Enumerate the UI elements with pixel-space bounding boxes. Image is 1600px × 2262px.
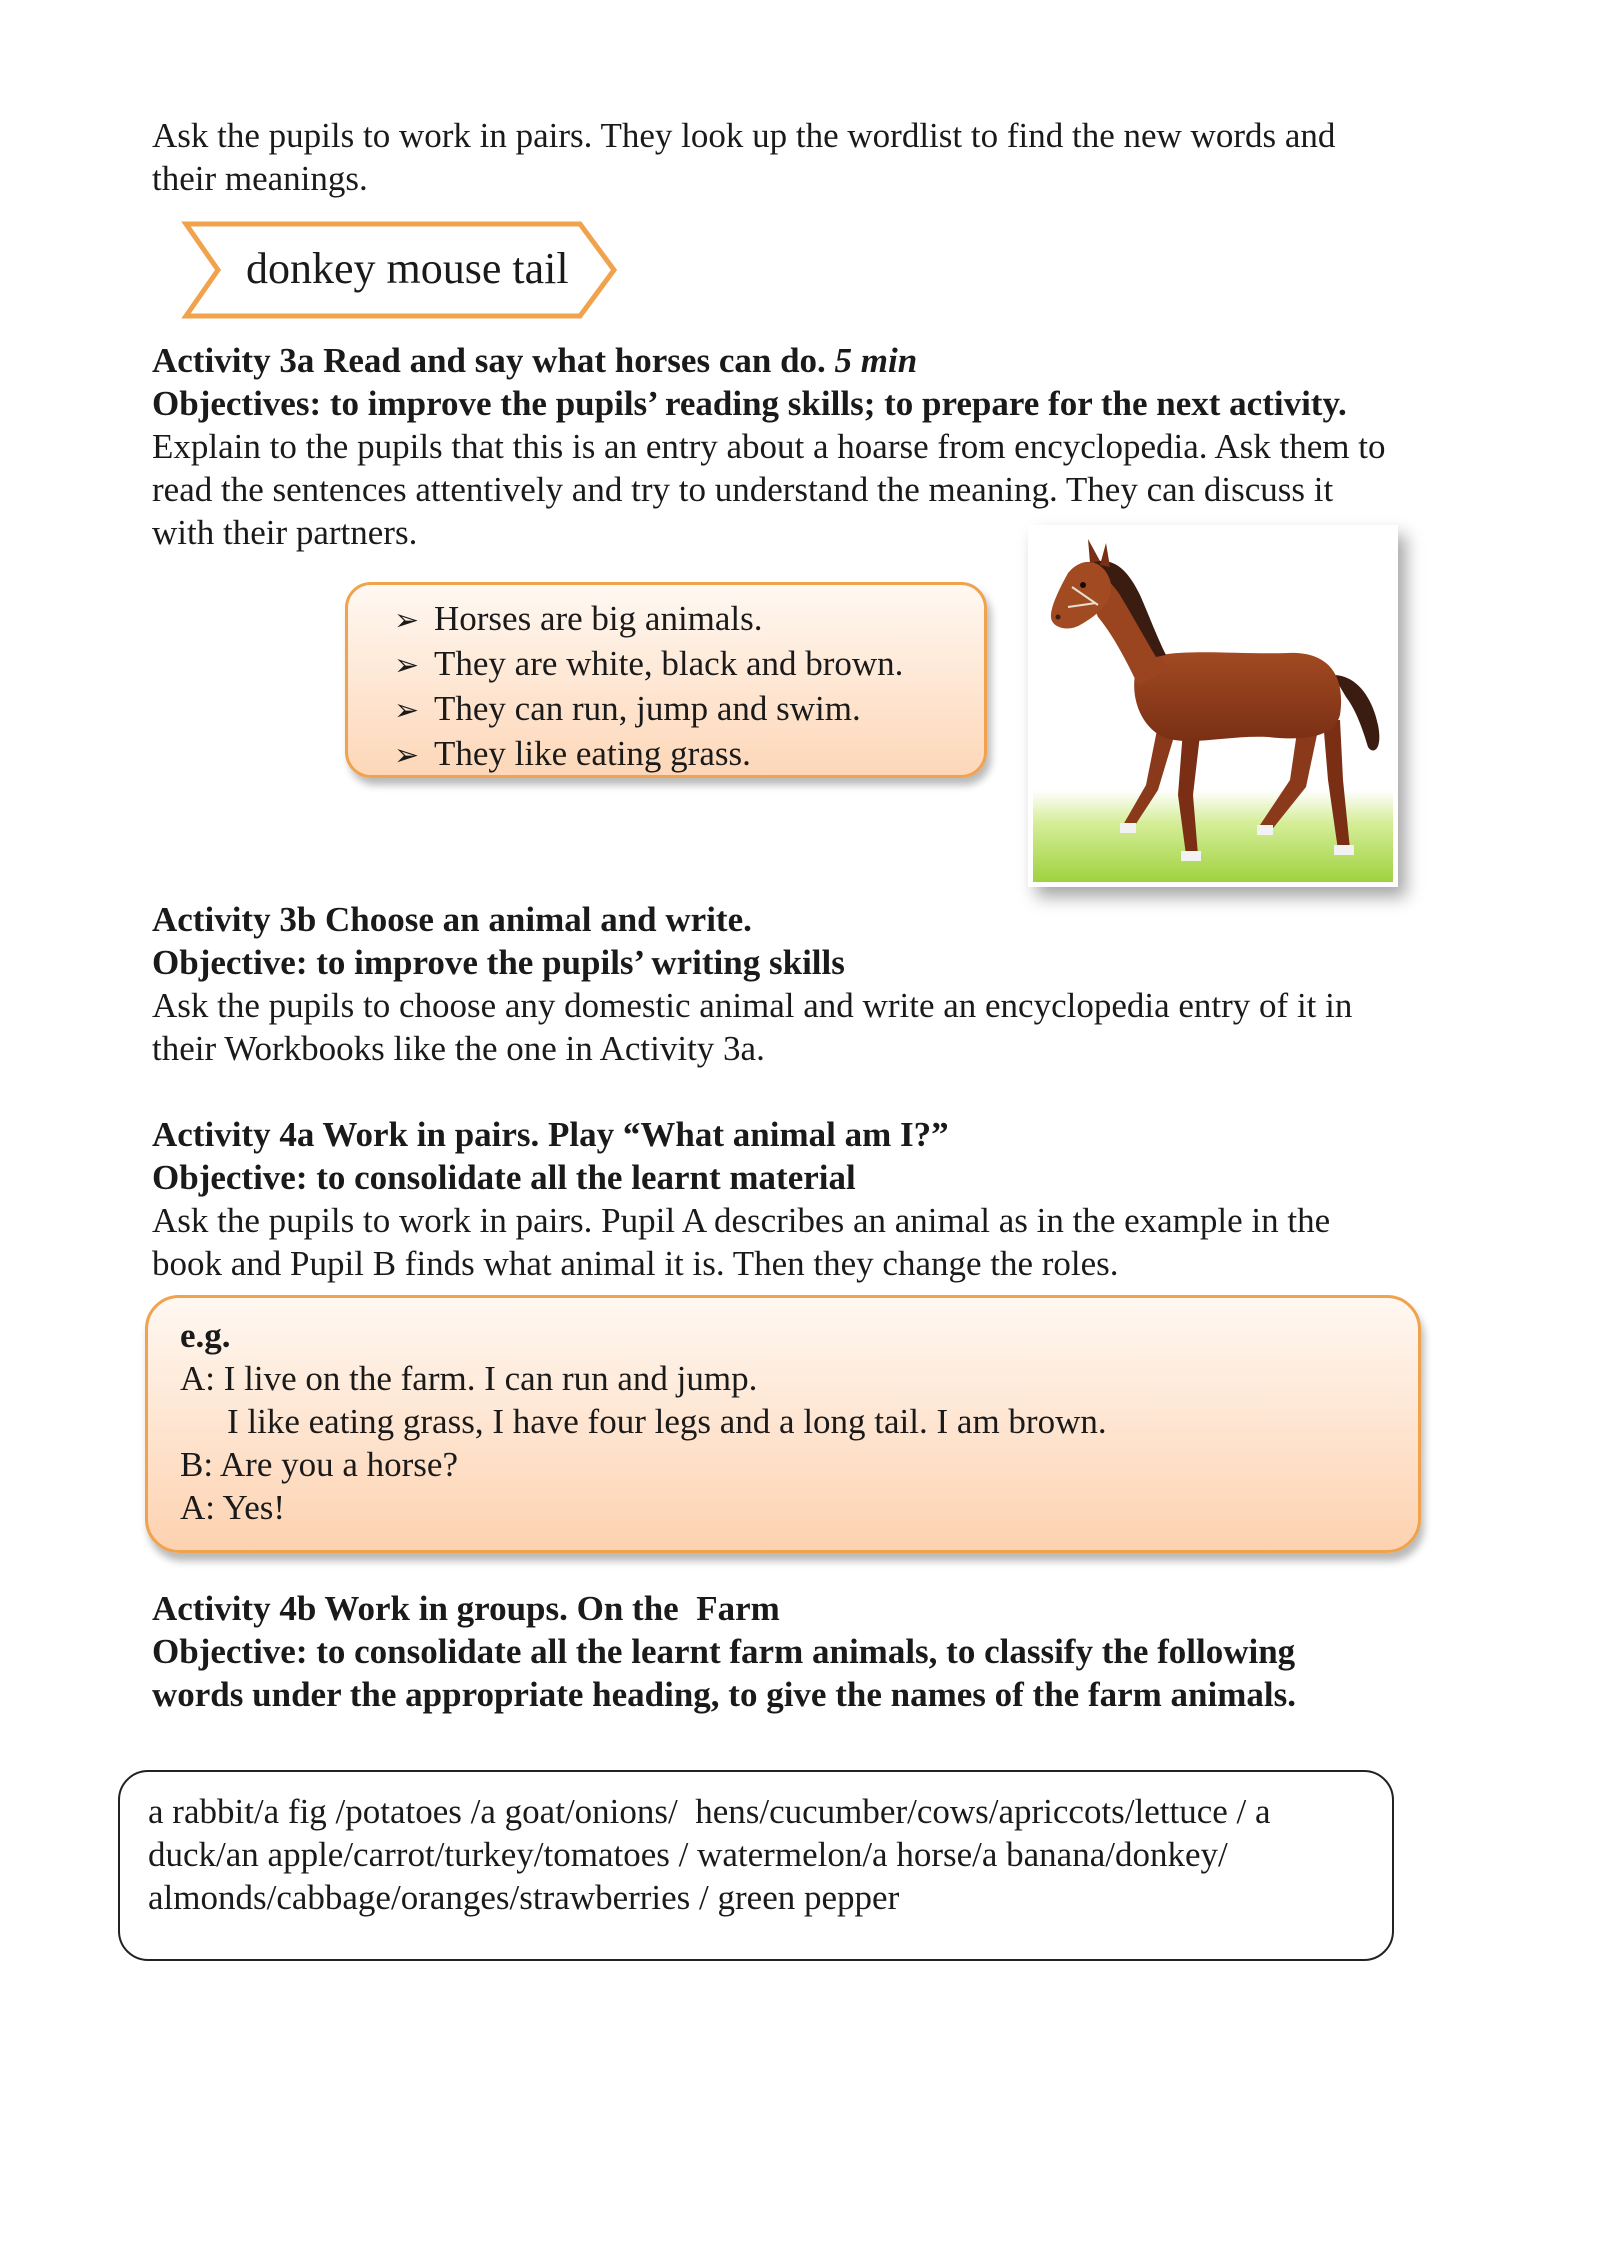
activity-3a-text-3: with their partners. <box>152 513 418 552</box>
activity-4a-text-2: book and Pupil B finds what animal it is. Then they change the roles. <box>152 1244 1119 1283</box>
activity-4b-objective-2: words under the appropriate heading, to give the names of the farm animals. <box>152 1675 1296 1714</box>
word-list-line-1: a rabbit/a fig /potatoes /a goat/onions/ hens/cucumber/cows/apriccots/lettuce / a <box>148 1792 1271 1831</box>
activity-4a-text-1: Ask the pupils to work in pairs. Pupil A describes an animal as in the example in the <box>152 1201 1331 1240</box>
activity-3a-objectives: Objectives: to improve the pupils’ reading skills; to prepare for the next activity. <box>152 384 1347 423</box>
activity-3b-objective: Objective: to improve the pupils’ writing skills <box>152 943 845 982</box>
fact-item: ➢ They are white, black and brown. <box>394 642 903 687</box>
activity-3a-text-1: Explain to the pupils that this is an entry about a hoarse from encyclopedia. Ask them to <box>152 427 1386 466</box>
activity-3b-title: Activity 3b Choose an animal and write. <box>152 900 752 939</box>
activity-3a-title-text: Activity 3a Read and say what horses can do. <box>152 341 826 380</box>
word-list-box <box>118 1770 1394 1961</box>
intro-line-1: Ask the pupils to work in pairs. They look up the wordlist to find the new words and <box>152 116 1336 155</box>
activity-3a-title <box>152 339 1492 382</box>
fact-item: ➢ They like eating grass. <box>394 732 903 777</box>
horse-picture <box>1028 525 1398 887</box>
example-label: e.g. <box>180 1316 231 1355</box>
example-line-1: A: I live on the farm. I can run and jump. <box>180 1359 758 1398</box>
vocabulary-words: donkey mouse tail <box>246 244 569 293</box>
horse-illustration <box>1028 525 1398 887</box>
example-line-3: B: Are you a horse? <box>180 1445 458 1484</box>
vocabulary-banner <box>180 220 620 320</box>
fact-item: ➢ Horses are big animals. <box>394 597 903 642</box>
activity-3b-text-2: their Workbooks like the one in Activity 3a. <box>152 1029 765 1068</box>
activity-4b-title: Activity 4b Work in groups. On the Farm <box>152 1589 780 1628</box>
example-dialogue-box <box>145 1295 1421 1553</box>
activity-4a-objective: Objective: to consolidate all the learnt material <box>152 1158 856 1197</box>
horse-facts-list <box>394 597 903 777</box>
example-line-2: I like eating grass, I have four legs and a long tail. I am brown. <box>227 1402 1107 1441</box>
arrowhead-bullet-icon: ➢ <box>394 648 420 683</box>
intro-line-2: their meanings. <box>152 159 368 198</box>
word-list-line-3: almonds/cabbage/oranges/strawberries / green pepper <box>148 1878 900 1917</box>
activity-3a-text-2: read the sentences attentively and try to understand the meaning. They can discuss it <box>152 470 1334 509</box>
activity-3a-time: 5 min <box>834 341 918 380</box>
word-list-line-2: duck/an apple/carrot/turkey/tomatoes / watermelon/a horse/a banana/donkey/ <box>148 1835 1228 1874</box>
example-line-4: A: Yes! <box>180 1488 286 1527</box>
arrowhead-bullet-icon: ➢ <box>394 603 420 638</box>
horse-facts-box <box>345 582 987 778</box>
arrowhead-bullet-icon: ➢ <box>394 738 420 773</box>
fact-item: ➢ They can run, jump and swim. <box>394 687 903 732</box>
activity-3b-text-1: Ask the pupils to choose any domestic animal and write an encyclopedia entry of it in <box>152 986 1353 1025</box>
arrowhead-bullet-icon: ➢ <box>394 693 420 728</box>
activity-4b-objective-1: Objective: to consolidate all the learnt farm animals, to classify the following <box>152 1632 1296 1671</box>
activity-4a-title: Activity 4a Work in pairs. Play “What animal am I?” <box>152 1115 949 1154</box>
